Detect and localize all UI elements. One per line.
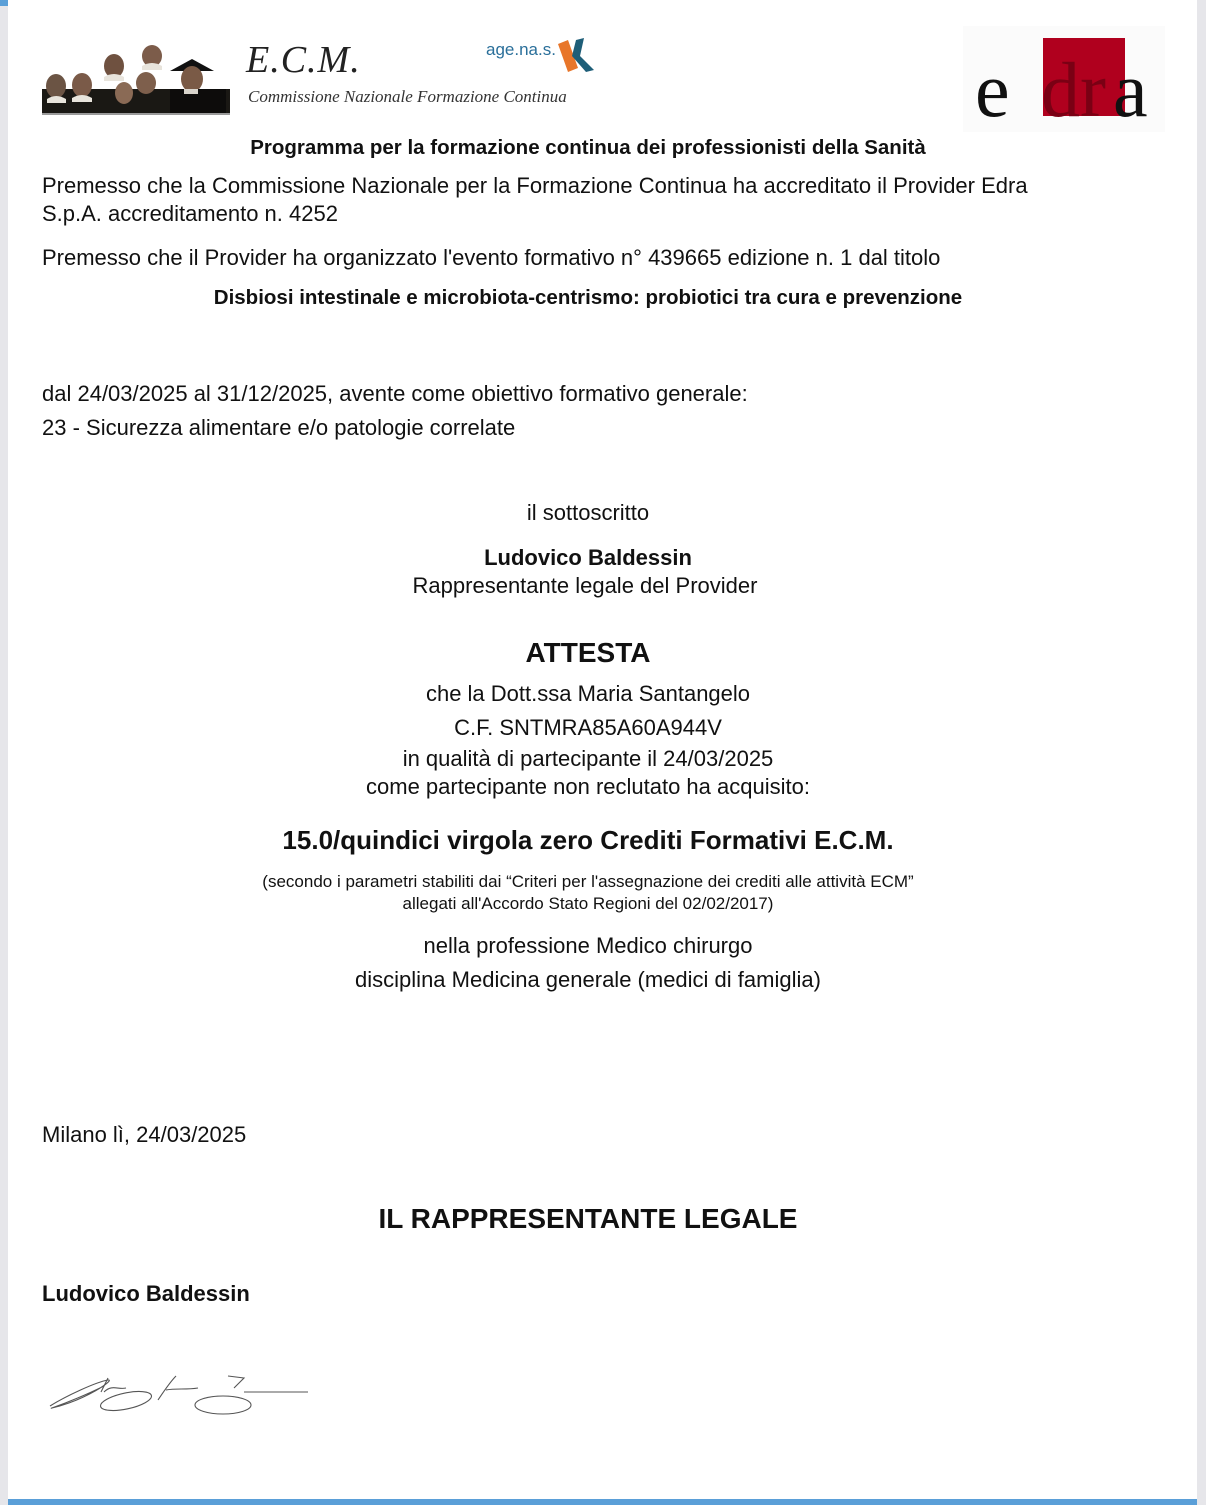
event-period: dal 24/03/2025 al 31/12/2025, avente come obiettivo formativo generale: — [42, 381, 748, 406]
premise-accreditation-line2: S.p.A. accreditamento n. 4252 — [42, 201, 338, 226]
participation-date: in qualità di partecipante il 24/03/2025 — [402, 746, 774, 771]
premise-accreditation-line1: Premesso che la Commissione Nazionale per la Formazione Continua ha accreditato il Provider Edra — [42, 173, 1028, 198]
training-objective: 23 - Sicurezza alimentare e/o patologie correlate — [42, 415, 516, 440]
svg-text:a: a — [1113, 46, 1148, 132]
anatomy-lesson-painting-icon — [42, 41, 230, 115]
acquired-line: come partecipante non reclutato ha acquisito: — [366, 774, 810, 799]
signer-role: Rappresentante legale del Provider — [412, 573, 758, 598]
profession: nella professione Medico chirurgo — [423, 933, 753, 958]
agenas-label: age.na.s. — [486, 40, 556, 59]
criteria-note-line1: (secondo i parametri stabiliti dai “Criteri per l'assegnazione dei crediti alle attività ECM” — [262, 872, 914, 891]
legal-representative-heading: IL RAPPRESENTANTE LEGALE — [378, 1203, 798, 1234]
undersigned-label: il sottoscritto — [526, 500, 650, 525]
premise-accreditation — [42, 172, 1162, 228]
tax-code: C.F. SNTMRA85A60A944V — [454, 715, 722, 740]
attests-heading: ATTESTA — [525, 637, 651, 668]
signature-icon — [46, 1370, 316, 1415]
event-title: Disbiosi intestinale e microbiota-centrismo: probiotici tra cura e prevenzione — [213, 286, 963, 309]
ecm-subtitle: Commissione Nazionale Formazione Continua — [248, 87, 567, 106]
place-date: Milano lì, 24/03/2025 — [42, 1122, 247, 1147]
discipline: disciplina Medicina generale (medici di famiglia) — [355, 967, 821, 992]
agenas-logo-icon — [556, 34, 596, 74]
premise-event: Premesso che il Provider ha organizzato l'evento formativo n° 439665 edizione n. 1 dal titolo — [42, 245, 941, 270]
criteria-note-line2: allegati all'Accordo Stato Regioni del 02/02/2017) — [402, 894, 774, 913]
svg-text:dr: dr — [1041, 46, 1106, 132]
ecm-title: E.C.M. — [246, 39, 361, 81]
signature-name: Ludovico Baldessin — [42, 1281, 250, 1306]
svg-text:e: e — [975, 46, 1010, 132]
program-title: Programma per la formazione continua dei professionisti della Sanità — [250, 136, 926, 159]
criteria-note — [0, 871, 1176, 915]
signer-name: Ludovico Baldessin — [484, 545, 692, 570]
edra-logo-icon — [963, 26, 1165, 132]
participant-line: che la Dott.ssa Maria Santangelo — [425, 681, 751, 706]
bottom-accent-bar — [8, 1499, 1197, 1505]
credits-awarded: 15.0/quindici virgola zero Crediti Formativi E.C.M. — [282, 825, 894, 855]
